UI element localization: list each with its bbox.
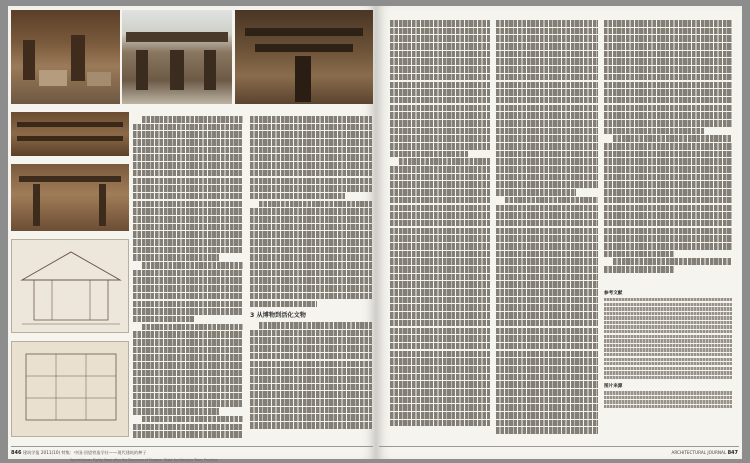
right-journal-label: ARCHITECTURAL JOURNAL	[671, 450, 727, 455]
bracket-detail-image	[235, 10, 373, 104]
left-text-column-2	[250, 116, 372, 444]
section-heading: 3 从博物到活化文物	[250, 312, 306, 320]
temple-facade-image	[122, 10, 232, 104]
right-text-column-2	[496, 20, 598, 442]
photo-temple-facade	[122, 10, 232, 110]
photo-bracket-detail	[235, 10, 373, 110]
right-footer	[671, 450, 738, 456]
roof-structure-image	[11, 112, 129, 156]
references-block	[604, 286, 732, 442]
section-drawing-image	[11, 239, 129, 333]
right-text-column-1	[390, 20, 490, 442]
photo-temple-interior	[11, 10, 120, 110]
left-footer	[11, 450, 147, 456]
left-footer-rule	[11, 446, 373, 447]
photo-beam-frame	[11, 164, 129, 237]
references-heading: 参考文献	[604, 291, 623, 296]
right-text-column-3	[604, 20, 732, 280]
left-footer-subtitle: Special Issue: Eighty Years after the Discovery of Yingzao · Eight Architecture Takes Precision	[70, 458, 219, 462]
left-page	[8, 6, 376, 462]
beam-frame-image	[11, 164, 129, 231]
photo-roof-structure	[11, 112, 129, 162]
right-footer-rule	[379, 446, 739, 447]
drawing-plan	[11, 341, 129, 443]
left-page-number: 846	[11, 450, 22, 456]
left-journal-label: 建筑学报 2011(10)	[22, 450, 61, 455]
plan-drawing-image	[11, 341, 129, 437]
left-footer-title: 特集：中国·回望营造学社——现代建筑的种子	[61, 450, 147, 455]
right-page	[376, 6, 742, 459]
temple-interior-image	[11, 10, 120, 104]
left-text-column-1	[133, 116, 243, 444]
drawing-section	[11, 239, 129, 339]
section-drawing-svg	[12, 240, 130, 334]
right-page-number: 847	[727, 450, 738, 456]
figure-sources-heading: 图片来源	[604, 384, 623, 390]
plan-drawing-svg	[12, 342, 130, 438]
